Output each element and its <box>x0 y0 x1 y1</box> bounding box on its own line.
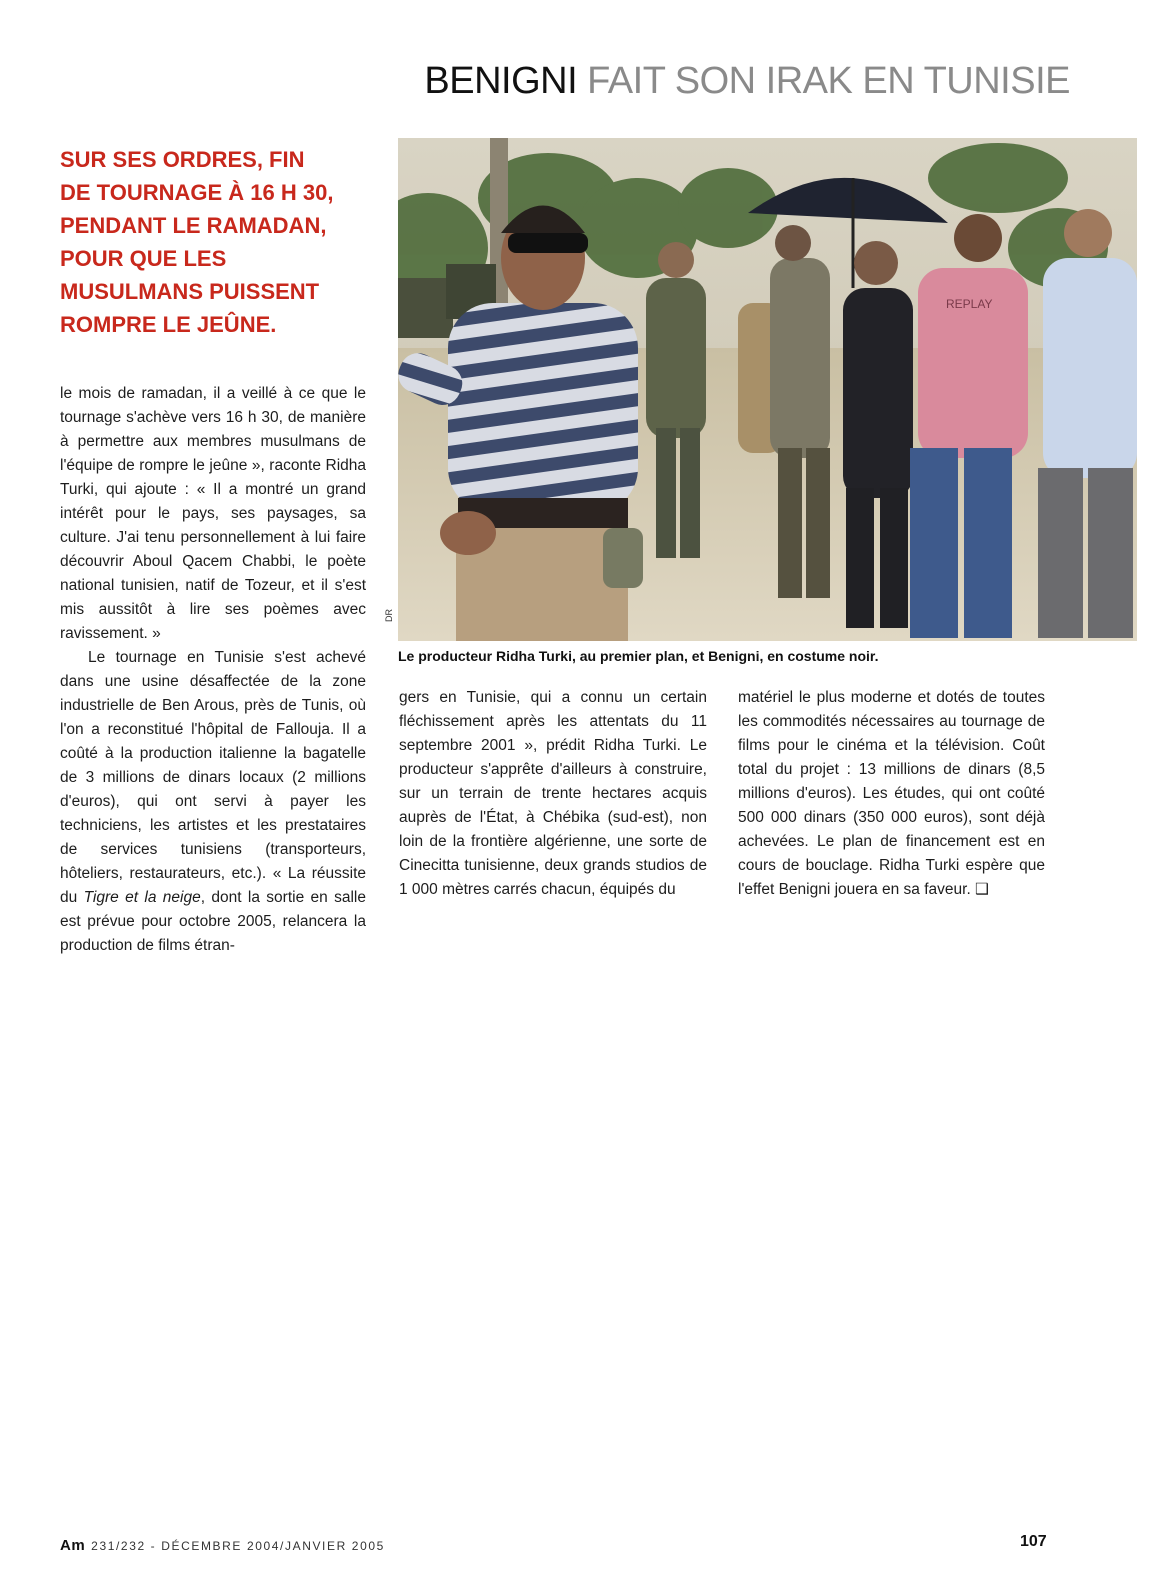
pull-quote <box>60 143 380 341</box>
pull-quote-line: DE TOURNAGE À 16 H 30, <box>60 180 334 205</box>
pull-quote-line: ROMPRE LE JEÛNE. <box>60 312 277 337</box>
body-paragraph: le mois de ramadan, il a veillé à ce que le tournage s'achève vers 16 h 30, de manière à permettre aux membres musulmans de l'équipe de rompre le jeûne », raconte Ridha Turki, qui ajoute : « Il a montré un grand intérêt pour le pays, ses paysages, sa culture. J'ai tenu personnellement à lui faire découvrir Aboul Qacem Chabbi, le poète national tunisien, natif de Tozeur, et il s'est mis aussitôt à lire ses poèmes avec ravissement. » <box>60 385 366 642</box>
body-paragraph <box>60 646 366 958</box>
pull-quote-line: PENDANT LE RAMADAN, <box>60 213 327 238</box>
headline-strong: BENIGNI <box>424 60 578 102</box>
body-column-1 <box>60 382 366 958</box>
body-paragraph: matériel le plus moderne et dotés de toutes les commodités nécessaires au tournage de films pour le cinéma et la télévision. Coût total du projet : 13 millions de dinars (8,5 millions d'euros). Les études, qui ont coûté 500 000 dinars (350 000 euros), sont déjà achevées. Le plan de financement est en cours de bouclage. Ridha Turki espère que l'effet Benigni jouera en sa faveur. ❑ <box>738 689 1045 898</box>
issue-date: 231/232 - DÉCEMBRE 2004/JANVIER 2005 <box>91 1539 385 1553</box>
body-text: , dont la sortie en salle est prévue pour octobre 2005, relancera la production de films étran- <box>60 889 366 954</box>
body-paragraph: gers en Tunisie, qui a connu un certain fléchissement après les attentats du 11 septembre 2001 », prédit Ridha Turki. Le producteur s'apprête d'ailleurs à construire, sur un terrain de trente hectares acquis auprès de l'État, à Chébika (sud-est), non loin de la frontière algérienne, une sorte de Cinecitta tunisienne, deux grands studios de 1 000 mètres carrés chacun, équipés du <box>399 689 707 898</box>
magazine-name: Am <box>60 1537 86 1554</box>
headline <box>424 60 1070 103</box>
pull-quote-line: MUSULMANS PUISSENT <box>60 279 320 304</box>
film-title: Tigre et la neige <box>83 889 201 906</box>
pull-quote-line: SUR SES ORDRES, FIN <box>60 147 305 172</box>
page-number: 107 <box>1020 1533 1047 1550</box>
headline-light: FAIT SON IRAK EN TUNISIE <box>587 60 1070 102</box>
film-set-photo <box>398 138 1137 641</box>
body-text: Le tournage en Tunisie s'est achevé dans une usine désaffectée de la zone industrielle de Ben Arous, près de Tunis, où l'on a reconstitué l'hôpital de Fallouja. Il a coûté à la production italienne la bagatelle de 3 millions de dinars locaux (2 millions d'euros), qui ont servi à payer les techniciens, les artistes et les prestataires de services tunisiens (transporteurs, hôteliers, restaurateurs, etc.). « La réussite du <box>60 649 366 906</box>
body-column-2 <box>399 686 707 902</box>
pull-quote-line: POUR QUE LES <box>60 246 227 271</box>
photo-caption: Le producteur Ridha Turki, au premier plan, et Benigni, en costume noir. <box>398 648 879 664</box>
article-photo <box>398 138 1137 641</box>
photo-credit: DR <box>384 609 394 622</box>
footer-issue <box>60 1537 385 1554</box>
shirt-lettering: REPLAY <box>946 297 993 311</box>
body-column-3 <box>738 686 1045 902</box>
